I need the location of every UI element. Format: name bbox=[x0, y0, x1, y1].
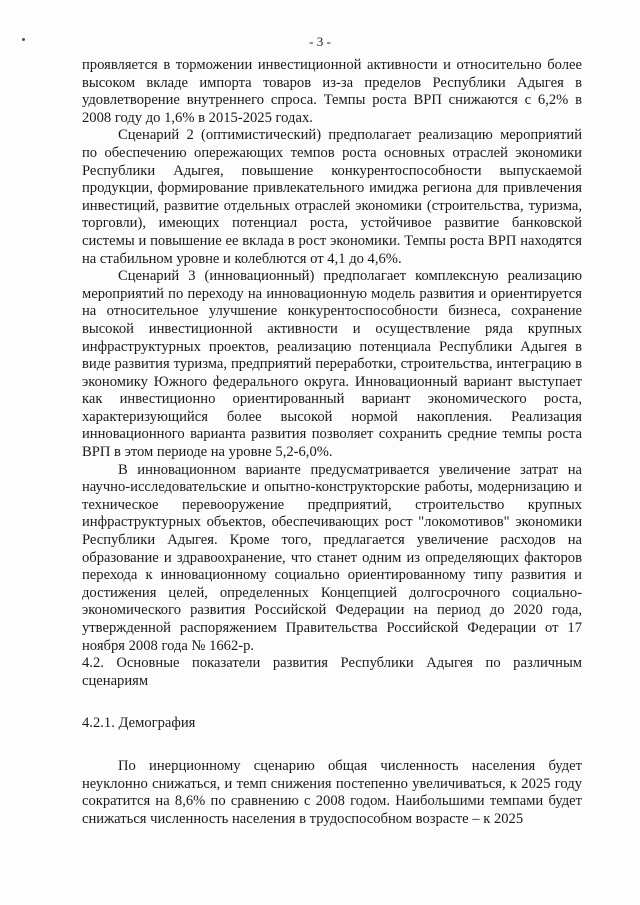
body-paragraph: Сценарий 2 (оптимистический) предполагает реализацию мероприятий по обеспечению опережающих темпов роста основных отраслей экономики Республики Адыгея, повышение конкурентоспособности выпускаемой продукции, формирование привлекательного имиджа региона для привлечения инвестиций, развитие отдельных отраслей экономики (строительства, туризма, торговли), имеющих потенциал роста, устойчивое развитие банковской системы и повышение ее вклада в рост экономики. Темпы роста ВРП находятся на стабильном уровне и колеблются от 4,1 до 4,6%. bbox=[82, 127, 582, 267]
document-body bbox=[82, 57, 582, 828]
subsection-heading: 4.2.1. Демография bbox=[82, 715, 196, 732]
page-number: - 3 - bbox=[309, 34, 331, 49]
section-heading: 4.2. Основные показатели развития Республики Адыгея по различным сценариям bbox=[82, 655, 582, 689]
body-paragraph: В инновационном варианте предусматривается увеличение затрат на научно-исследовательские и опытно-конструкторские работы, модернизацию и техническое перевооружение предприятий, строительство крупных инфраструктурных объектов, обеспечивающих рост "локомотивов" экономики Республики Адыгея. Кроме того, предлагается увеличение расходов на образование и здравоохранение, что станет одним из определяющих факторов перехода к инновационному социально ориентированному типу развития и достижения целей, определенных Концепцией долгосрочного социально-экономического развития Российской Федерации на период до 2020 года, утвержденной распоряжением Правительства Российской Федерации от 17 ноября 2008 года № 1662-р. bbox=[82, 461, 582, 654]
body-paragraph: проявляется в торможении инвестиционной активности и относительно более высоком вкладе импорта товаров из-за пределов Республики Адыгея в удовлетворение внутреннего спроса. Темпы роста ВРП снижаются с 6,2% в 2008 году до 1,6% в 2015-2025 годах. bbox=[82, 57, 582, 126]
body-paragraph: По инерционному сценарию общая численность населения будет неуклонно снижаться, и темп снижения постепенно увеличиваться, к 2025 году сократится на 8,6% по сравнению с 2008 годом. Наибольшими темпами будет снижаться численность населения в трудоспособном возрасте – к 2025 bbox=[82, 757, 582, 827]
body-paragraph: Сценарий 3 (инновационный) предполагает комплексную реализацию мероприятий по переходу на инновационную модель развития и ориентируется на относительное улучшение конкурентоспособности бизнеса, сохранение высокой инвестиционной активности и осуществление ряда крупных инфраструктурных проектов, реализацию потенциала Республики Адыгея в виде развития туризма, предприятий переработки, строительства, интеграцию в экономику Южного федерального округа. Инновационный вариант выступает как инвестиционно ориентированный вариант экономического роста, характеризующийся более высокой нормой накопления. Реализация инновационного варианта развития позволяет сохранить средние темпы роста ВРП в этом периоде на уровне 5,2-6,0%. bbox=[82, 268, 582, 461]
